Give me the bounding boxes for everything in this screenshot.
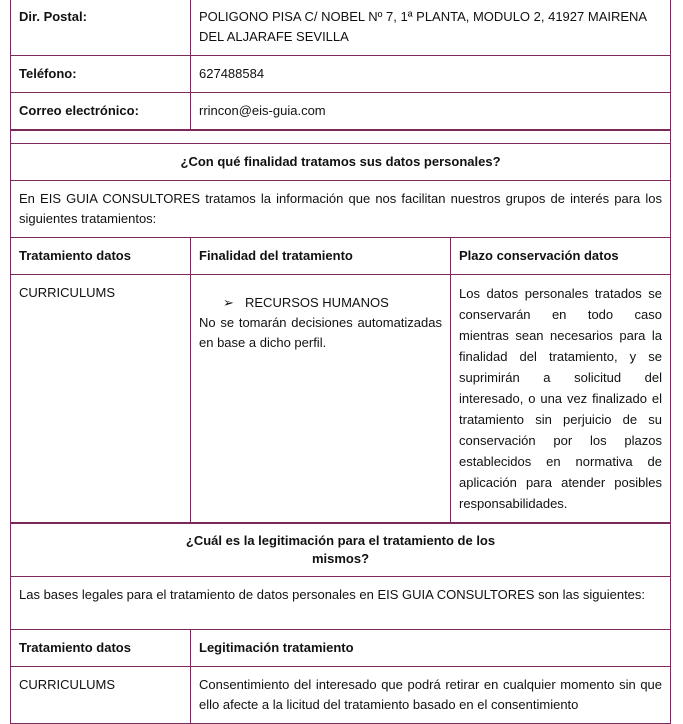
- col-plazo: Plazo conservación datos: [451, 238, 671, 275]
- col-tratamiento: Tratamiento datos: [11, 238, 191, 275]
- legitimacion-heading: [11, 524, 671, 577]
- phone-row: [11, 56, 671, 93]
- legitimacion-table: [10, 523, 671, 724]
- bullet-item: [199, 293, 442, 313]
- spacer-row: [11, 131, 671, 144]
- email-value: rrincon@eis-guia.com: [191, 93, 671, 130]
- postal-row: [11, 0, 671, 56]
- contact-table: [10, 0, 671, 130]
- col-tratamiento-2: Tratamiento datos: [11, 630, 191, 667]
- legitimacion-heading-line1: ¿Cuál es la legitimación para el tratamiento de los: [185, 533, 496, 548]
- col-finalidad: Finalidad del tratamiento: [191, 238, 451, 275]
- col-legitimacion: Legitimación tratamiento: [191, 630, 671, 667]
- postal-label: Dir. Postal:: [11, 0, 191, 56]
- legitimacion-intro: Las bases legales para el tratamiento de datos personales en EIS GUIA CONSULTORES son las siguientes:: [11, 577, 671, 630]
- finalidad-table: [10, 130, 671, 523]
- legitimacion-header-row: [11, 630, 671, 667]
- table-row: [11, 275, 671, 523]
- row-tratamiento: CURRICULUMS: [11, 275, 191, 523]
- row-legitimacion: Consentimiento del interesado que podrá retirar en cualquier momento sin que ello afecte a la licitud del tratamiento basado en el consentimiento: [191, 667, 671, 724]
- row-finalidad: No se tomarán decisiones automatizadas en base a dicho perfil.: [199, 315, 442, 350]
- table-row: [11, 667, 671, 724]
- finalidad-heading: ¿Con qué finalidad tratamos sus datos personales?: [11, 144, 671, 181]
- phone-label: Teléfono:: [11, 56, 191, 93]
- postal-value: POLIGONO PISA C/ NOBEL Nº 7, 1ª PLANTA, MODULO 2, 41927 MAIRENA DEL ALJARAFE SEVILLA: [191, 0, 671, 56]
- finalidad-intro: En EIS GUIA CONSULTORES tratamos la información que nos facilitan nuestros grupos de interés para los siguientes tratamientos:: [11, 181, 671, 238]
- email-row: [11, 93, 671, 130]
- row-finalidad-cell: [191, 275, 451, 523]
- row-tratamiento-2: CURRICULUMS: [11, 667, 191, 724]
- arrow-bullet-icon: ➢: [223, 295, 234, 310]
- email-label: Correo electrónico:: [11, 93, 191, 130]
- row-plazo: Los datos personales tratados se conservarán en todo caso mientras sean necesarios para la finalidad del tratamiento, y se suprimirán a solicitud del interesado, o una vez finalizado el tratamiento sin perjuicio de su conservación por los plazos establecidos en normativa de aplicación para atender posibles responsabilidades.: [451, 275, 671, 523]
- privacy-document: [10, 0, 670, 724]
- bullet-text: RECURSOS HUMANOS: [245, 295, 389, 310]
- finalidad-header-row: [11, 238, 671, 275]
- legitimacion-heading-line2: mismos?: [311, 551, 370, 566]
- phone-value: 627488584: [191, 56, 671, 93]
